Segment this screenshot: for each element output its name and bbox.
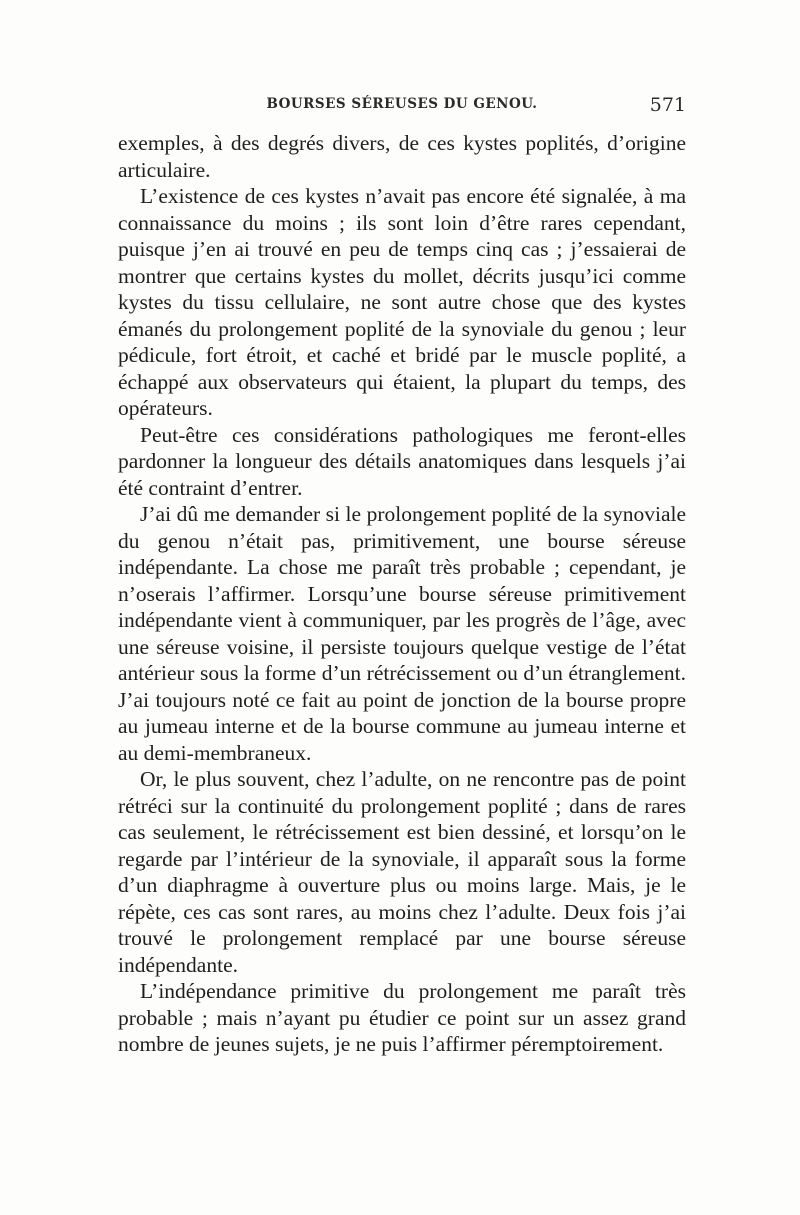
body-text (118, 130, 686, 1058)
paragraph: L’indépendance primitive du prolongement me paraît très probable ; mais n’ayant pu étudier ce point sur un assez grand nombre de jeunes sujets, je ne puis l’affirmer péremptoirement. (118, 979, 686, 1056)
paragraph-continued: exemples, à des degrés divers, de ces kystes poplités, d’origine articulaire. (118, 131, 686, 182)
paragraph: Or, le plus souvent, chez l’adulte, on ne rencontre pas de point rétréci sur la continuité du prolongement poplité ; dans de rares cas seulement, le rétrécissement est bien dessiné, et lorsqu’on le regarde par l’intérieur de la synoviale, il apparaît sous la forme d’un diaphragme à ouverture plus ou moins large. Mais, je le répète, ces cas sont rares, au moins chez l’adulte. Deux fois j’ai trouvé le prolongement remplacé par une bourse séreuse indépendante. (118, 767, 686, 977)
paragraph: L’existence de ces kystes n’avait pas encore été signalée, à ma connaissance du moins ; ils sont loin d’être rares cependant, puisque j’en ai trouvé en peu de temps cinq cas ; j’essaierai de montrer que certains kystes du mollet, décrits jusqu’ici comme kystes du tissu cellulaire, ne sont autre chose que des kystes émanés du prolongement poplité de la synoviale du genou ; leur pédicule, fort étroit, et caché et bridé par le muscle poplité, a échappé aux observateurs qui étaient, la plupart du temps, des opérateurs. (118, 184, 686, 420)
page-header (118, 94, 686, 120)
running-head: BOURSES SÉREUSES DU GENOU. (266, 96, 538, 112)
page-number: 571 (649, 94, 686, 116)
paragraph: Peut-être ces considérations pathologiques me feront-elles pardonner la longueur des détails anatomiques dans lesquels j’ai été contraint d’entrer. (118, 422, 686, 500)
paragraph: J’ai dû me demander si le prolongement poplité de la synoviale du genou n’était pas, primitivement, une bourse séreuse indépendante. La chose me paraît très probable ; cependant, je n’oserais l’affirmer. Lorsqu’une bourse séreuse primitivement indépendante vient à communiquer, par les progrès de l’âge, avec une séreuse voisine, il persiste toujours quelque vestige de l’état antérieur sous la forme d’un rétrécissement ou d’un étranglement. J’ai toujours noté ce fait au point de jonction de la bourse propre au jumeau interne et de la bourse commune au jumeau interne et au demi-membraneux. (118, 502, 686, 765)
